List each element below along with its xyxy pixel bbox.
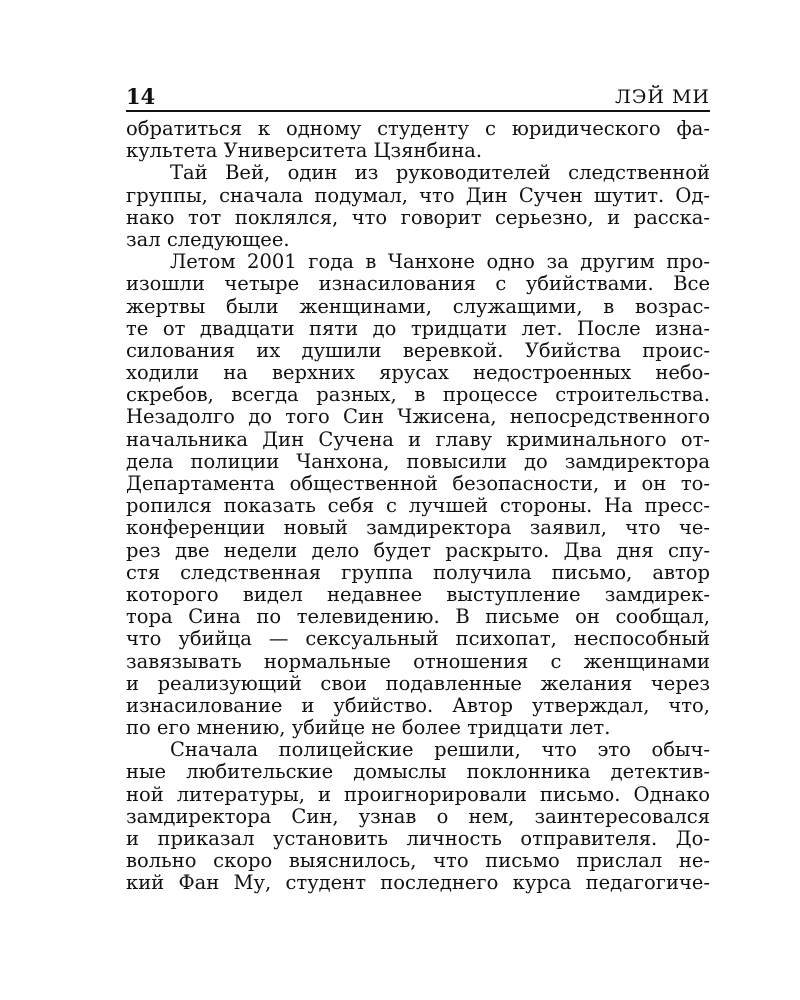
- text-line: замдиректора Син, узнав о нем, заинтересовался: [126, 805, 710, 828]
- text-line: нако тот поклялся, что говорит серьезно, и расска-: [126, 206, 710, 229]
- text-line: завязывать нормальные отношения с женщинами: [126, 650, 710, 673]
- text-line: Тай Вей, один из руководителей следственной: [170, 162, 710, 185]
- text-line: рез две недели дело будет раскрыто. Два дня спу-: [126, 539, 710, 562]
- text-line: Сначала полицейские решили, что это обыч-: [170, 739, 710, 762]
- text-line: начальника Дин Сучена и главу криминального от-: [126, 428, 710, 451]
- text-line: конференции новый замдиректора заявил, что че-: [126, 517, 710, 540]
- text-line: зал следующее.: [126, 228, 290, 251]
- text-line: группы, сначала подумал, что Дин Сучен шутит. Од-: [126, 184, 710, 207]
- text-line: что убийца — сексуальный психопат, неспособный: [126, 628, 710, 651]
- text-line: и приказал установить личность отправителя. До-: [126, 828, 710, 850]
- text-line: культета Университета Цзянбина.: [126, 140, 483, 163]
- text-line: изошли четыре изнасилования с убийствами. Все: [126, 273, 710, 296]
- page-number: 14: [126, 84, 156, 109]
- running-title: ЛЭЙ МИ: [614, 86, 710, 108]
- text-line: стя следственная группа получила письмо, автор: [126, 561, 710, 584]
- text-line: ходили на верхних ярусах недостроенных небо-: [126, 362, 710, 385]
- text-line: по его мнению, убийце не более тридцати лет.: [126, 717, 611, 740]
- text-line: жертвы были женщинами, служащими, в возрас-: [126, 295, 710, 318]
- text-line: вольно скоро выяснилось, что письмо прислал не-: [126, 850, 710, 873]
- text-line: тора Сина по телевидению. В письме он сообщал,: [126, 606, 710, 629]
- text-line: Департамента общественной безопасности, и он то-: [126, 473, 710, 495]
- text-line: которого видел недавнее выступление замдирек-: [126, 583, 710, 606]
- text-line: Незадолго до того Син Чжисена, непосредственного: [126, 406, 710, 429]
- text-line: те от двадцати пяти до тридцати лет. После изна-: [126, 317, 710, 340]
- text-line: скребов, всегда разных, в процессе строительства.: [126, 384, 710, 407]
- text-line: ропился показать себя с лучшей стороны. На пресс-: [126, 495, 710, 518]
- text-line: и реализующий свои подавленные желания через: [126, 672, 710, 695]
- text-line: дела полиции Чанхона, повысили до замдиректора: [126, 450, 710, 473]
- text-line: ные любительские домыслы поклонника детектив-: [126, 761, 710, 784]
- text-line: Летом 2001 года в Чанхоне одно за другим про-: [170, 251, 710, 274]
- text-line: силования их душили веревкой. Убийства проис-: [126, 339, 710, 362]
- body-text: [126, 118, 710, 895]
- text-line: ной литературы, и проигнорировали письмо. Однако: [126, 783, 710, 806]
- running-head: [126, 84, 710, 112]
- text-line: обратиться к одному студенту с юридического фа-: [126, 118, 710, 140]
- text-line: кий Фан Му, студент последнего курса педагогиче-: [126, 872, 710, 895]
- text-line: изнасилование и убийство. Автор утверждал, что,: [126, 694, 710, 717]
- book-page: [126, 84, 710, 895]
